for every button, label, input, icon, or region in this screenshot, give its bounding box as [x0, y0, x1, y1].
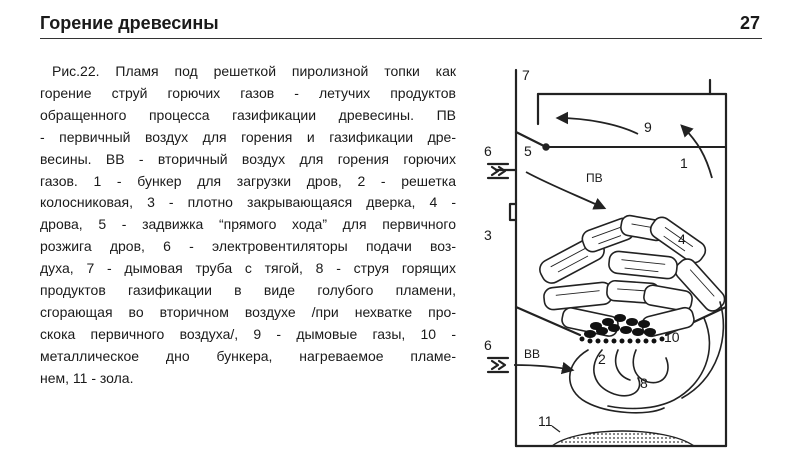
caption-line: весины. ВВ - вторичный воздух для горения горючих: [40, 150, 456, 167]
label-2: 2: [598, 351, 606, 367]
section-title: Горение древесины: [40, 13, 219, 33]
label-6-bottom: 6: [484, 337, 492, 353]
caption-line: обращенного процесса газификации древесины. ПВ: [40, 106, 456, 123]
caption-line: металлическое дно бункера, нагреваемое пламе-: [40, 347, 456, 364]
furnace-diagram-svg: [468, 60, 758, 468]
label-8: 8: [640, 375, 648, 391]
page-number: 27: [739, 13, 760, 33]
label-vv: ВВ: [524, 347, 541, 361]
caption-line: дрова, 5 - задвижка “прямого хода” для первичного: [40, 216, 456, 233]
label-6-top: 6: [484, 143, 492, 159]
label-1: 1: [680, 155, 688, 171]
fan-inlet-bottom: [488, 358, 508, 372]
caption-line: - первичный воздух для горения и газификации дре-: [40, 128, 456, 145]
caption-line: Рис.22. Пламя под решеткой пиролизной топки как: [52, 63, 456, 79]
caption-line: розжига дров, 6 - электровентиляторы подачи воз-: [40, 238, 456, 255]
smoke-arrow-9: [558, 118, 638, 134]
caption-line: горение струй горючих газов - летучих продуктов: [40, 84, 456, 101]
chimney: [516, 70, 726, 140]
caption-line: колосниковая, 3 - плотно закрывающаяся дверка, 4 -: [40, 194, 456, 211]
label-10: 10: [664, 329, 680, 345]
caption-line: духа, 7 - дымовая труба с тягой, 8 - струя горящих: [40, 260, 456, 277]
ash-pile: [552, 426, 694, 446]
furnace-diagram: [468, 60, 758, 468]
caption-line: продуктов газификации в виде голубого пламени,: [40, 282, 456, 299]
label-11: 11: [538, 413, 553, 429]
caption-line: нем, 11 - зола.: [40, 369, 134, 386]
fan-inlet-top: [488, 164, 508, 178]
caption-line: газов. 1 - бункер для загрузки дров, 2 - решетка: [40, 172, 456, 189]
label-9: 9: [644, 119, 652, 135]
secondary-air-arrow: [514, 365, 572, 370]
figure-caption: [40, 61, 456, 390]
label-pv: ПВ: [586, 171, 603, 185]
label-4: 4: [678, 231, 686, 247]
page-header: [40, 12, 762, 39]
caption-line: сгорающая во вторичном воздухе /при нехватке про-: [40, 303, 456, 320]
label-7: 7: [522, 67, 530, 83]
caption-line: скока первичного воздуха/, 9 - дымовые газы, 10 -: [40, 325, 456, 342]
label-5: 5: [524, 143, 532, 159]
label-3: 3: [484, 227, 492, 243]
